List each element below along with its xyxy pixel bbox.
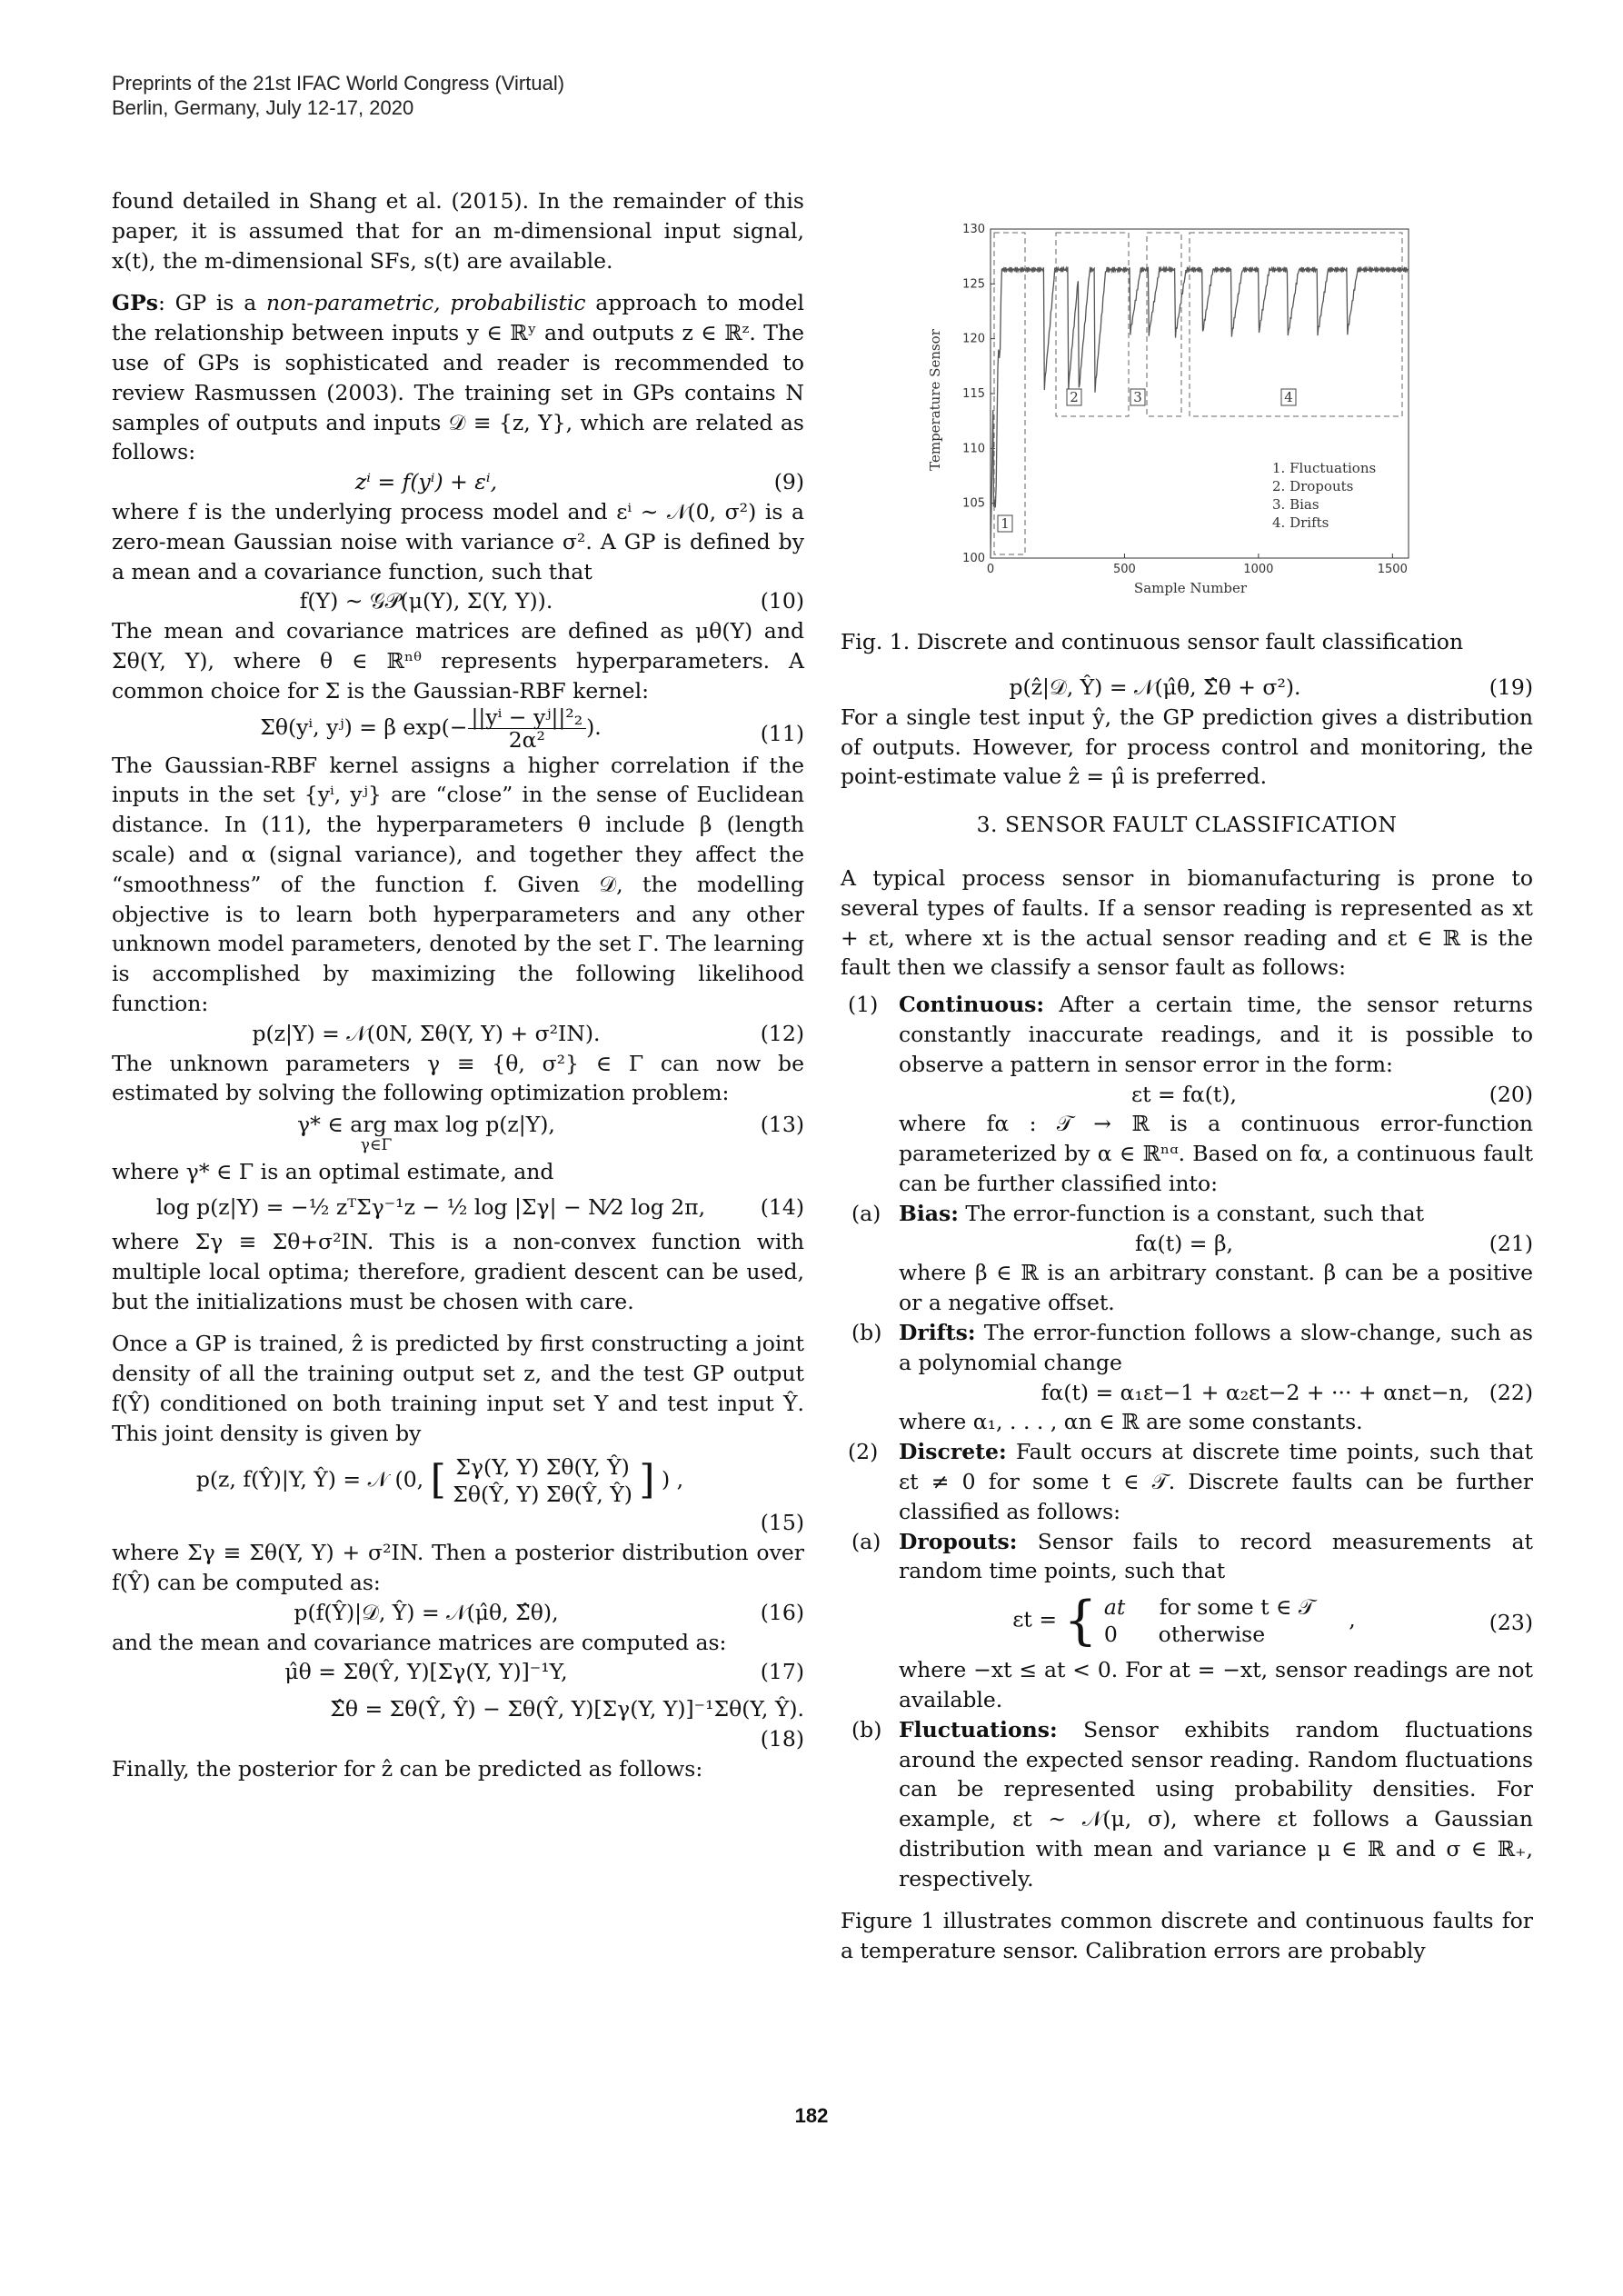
equation-13: γ* ∈ arg max log p(z|Y), (13) γ∈Γ <box>297 1112 804 1155</box>
equation-18: Σ̂θ = Σθ(Ŷ, Ŷ) − Σθ(Ŷ, Y)[Σγ(Y, Y)]⁻¹Σθ(Y, Ŷ). <box>330 1696 804 1722</box>
equation-12: p(z|Y) = 𝒩(0N, Σθ(Y, Y) + σ²IN). (12) <box>252 1020 804 1046</box>
sensor-signal-line <box>991 267 1409 558</box>
figure-caption: Fig. 1. Discrete and continuous sensor fault classification <box>841 629 1464 654</box>
equation-22: fα(t) = α₁εt−1 + α₂εt−2 + ··· + αnεt−n, (22) <box>1041 1379 1533 1405</box>
paragraph: where γ* ∈ Γ is an optimal estimate, and <box>112 1159 554 1185</box>
fault-box-1 <box>994 233 1025 554</box>
list-subitem-fluctuations: (b) Fluctuations: Sensor exhibits random fluctuations around the expected sensor reading. Random fluctuations can be represented using probability densities. For example, εt ∼ 𝒩(μ, σ), where εt follows a Gaussian distribution with mean and variance μ ∈ ℝ and σ ∈ ℝ₊, respectively. <box>851 1716 1533 1892</box>
y-tick-label: 110 <box>962 442 985 456</box>
y-tick-label: 115 <box>962 387 985 401</box>
equation-20: εt = fα(t), (20) <box>1130 1081 1533 1107</box>
list-item-discrete: (2) Discrete: Fault occurs at discrete time points, such that εt ≠ 0 for some t ∈ 𝒯. Discrete faults can be further classified as follows: (a) Dropouts: Sensor fails to record measurements at random time points, such that εt = { at for some t ∈ 𝒯 0 otherwise , (23) where −xt ≤ at < 0. For at = −xt, sensor readings are not available. (b) Fluctuations: Sensor exhibits random fluctuations around the expected sensor reading. Random fluctuations can be represented using probability densities. For example, εt ∼ 𝒩(μ, σ), where εt follows a Gaussian distribution with mean and variance μ ∈ ℝ and σ ∈ ℝ₊, respectively. <box>841 1437 1533 1893</box>
equation-10: f(Y) ∼ 𝒢𝒫(μ(Y), Σ(Y, Y)). (10) <box>299 588 804 614</box>
equation-15: p(z, f(Ŷ)|Y, Ŷ) = 𝒩 (0, [ Σγ(Y, Y) Σθ(Y, Ŷ) Σθ(Ŷ, Y) Σθ(Ŷ, Ŷ) ] ) , <box>195 1454 684 1508</box>
paragraph-gps: GPs: GP is a non-parametric, probabilistic approach to model the relationship between inputs y ∈ ℝʸ and outputs z ∈ ℝᶻ. The use of GPs is sophisticated and reader is recommended to review Rasmussen (2003). The training set in GPs contains N samples of outputs and inputs 𝒟 ≡ {z, Y}, which are related as follows: <box>112 290 804 465</box>
section-heading: 3. SENSOR FAULT CLASSIFICATION <box>976 812 1398 838</box>
page-number: 182 <box>794 2104 829 2127</box>
equation-19: p(ẑ|𝒟, Ŷ) = 𝒩(μ̂θ, Σ̂θ + σ²). (19) <box>1009 674 1533 700</box>
paragraph: where f is the underlying process model and εⁱ ∼ 𝒩(0, σ²) is a zero-mean Gaussian noise with variance σ². A GP is defined by a mean and a covariance function, such that <box>112 498 804 584</box>
left-column <box>112 186 804 1784</box>
x-tick-label: 500 <box>1113 563 1136 576</box>
box-label-4: 4 <box>1284 389 1293 405</box>
equation-11: Σθ(yⁱ, yʲ) = β exp(− $\frac{\text{||yⁱ − yʲ||²₂}}{\text{2α²}}$ ). (11) <box>260 704 804 753</box>
box-label-3: 3 <box>1133 389 1142 405</box>
figure-1-plot <box>918 218 1418 600</box>
list-subitem-dropouts: (a) Dropouts: Sensor fails to record measurements at random time points, such that εt = { at for some t ∈ 𝒯 0 otherwise , (23) where −xt ≤ at < 0. For at = −xt, sensor readings are not available. <box>851 1528 1533 1712</box>
right-column <box>841 673 1533 1966</box>
fault-box-3 <box>1147 233 1181 416</box>
paragraph: found detailed in Shang et al. (2015). In the remainder of this paper, it is assumed that for an m-dimensional input signal, x(t), the m-dimensional SFs, s(t) are available. <box>112 188 804 274</box>
gps-heading: GPs <box>112 290 158 316</box>
header-line-1: Preprints of the 21st IFAC World Congress (Virtual) <box>112 72 565 95</box>
y-tick-label: 105 <box>962 496 985 511</box>
y-tick-label: 125 <box>962 277 985 292</box>
equation-21: fα(t) = β, (21) <box>1134 1230 1533 1256</box>
legend-item-4: 4. Drifts <box>1272 514 1329 531</box>
equation-17: μ̂θ = Σθ(Ŷ, Y)[Σγ(Y, Y)]⁻¹Y, (17) <box>284 1659 804 1685</box>
paragraph: The Gaussian-RBF kernel assigns a higher correlation if the inputs in the set {yⁱ, yʲ} are “close” in the sense of Euclidean distance. In (11), the hyperparameters θ include β (length scale) and α (signal variance), and together they affect the “smoothness” of the function f. Given 𝒟, the modelling objective is to learn both hyperparameters and any other unknown model parameters, denoted by the set Γ. The learning is accomplished by maximizing the following likelihood function: <box>112 752 804 1016</box>
y-tick-label: 130 <box>962 223 985 236</box>
header-line-2: Berlin, Germany, July 12-17, 2020 <box>112 96 414 119</box>
paragraph: Finally, the posterior for ẑ can be predicted as follows: <box>112 1755 703 1782</box>
legend-item-3: 3. Bias <box>1272 496 1319 513</box>
box-label-2: 2 <box>1070 389 1079 405</box>
equation-14: log p(z|Y) = −½ zᵀΣγ⁻¹z − ½ log |Σγ| − N⁄2 log 2π, (14) <box>155 1193 804 1220</box>
y-tick-label: 120 <box>962 332 985 346</box>
paragraph: where Σγ ≡ Σθ+σ²IN. This is a non-convex function with multiple local optima; therefore, gradient descent can be used, but the initializations must be chosen with care. <box>112 1228 804 1314</box>
paragraph: Once a GP is trained, ẑ is predicted by first constructing a joint density of all the training output set z, and the test GP output f(Ŷ) conditioned on both training input set Y and test input Ŷ. This joint density is given by <box>112 1331 804 1446</box>
list-subitem-drifts: (b) Drifts: The error-function follows a slow-change, such as a polynomial change fα(t) = α₁εt−1 + α₂εt−2 + ··· + αnεt−n, (22) where α₁, . . . , αn ∈ ℝ are some constants. <box>851 1319 1533 1435</box>
list-subitem-bias: (a) Bias: The error-function is a constant, such that fα(t) = β, (21) where β ∈ ℝ is an arbitrary constant. β can be a positive or a negative offset. <box>851 1200 1533 1316</box>
x-tick-label: 0 <box>986 563 995 576</box>
paragraph: A typical process sensor in biomanufacturing is prone to several types of faults. If a sensor reading is represented as xt + εt, where xt is the actual sensor reading and εt ∈ ℝ is the fault then we classify a sensor fault as follows: <box>841 864 1533 981</box>
y-axis-label: Temperature Sensor <box>927 329 943 471</box>
equation-18-number: (18) <box>760 1726 804 1752</box>
x-tick-label: 1000 <box>1243 563 1274 576</box>
x-tick-label: 1500 <box>1377 563 1408 576</box>
equation-16: p(f(Ŷ)|𝒟, Ŷ) = 𝒩(μ̂θ, Σ̂θ), (16) <box>294 1599 804 1625</box>
page-header <box>112 71 564 120</box>
legend-item-1: 1. Fluctuations <box>1272 460 1377 476</box>
paragraph: where Σγ ≡ Σθ(Y, Y) + σ²IN. Then a posterior distribution over f(Ŷ) can be computed as: <box>112 1540 804 1596</box>
paragraph: The mean and covariance matrices are defined as μθ(Y) and Σθ(Y, Y), where θ ∈ ℝⁿᶿ represents hyperparameters. A common choice for Σ is the Gaussian-RBF kernel: <box>112 618 804 704</box>
equation-23: εt = { at for some t ∈ 𝒯 0 otherwise , (23) <box>1012 1589 1533 1652</box>
paragraph: Figure 1 illustrates common discrete and continuous faults for a temperature sensor. Calibration errors are probably <box>841 1908 1533 1964</box>
equation-9: zⁱ = f(yⁱ) + εⁱ, (9) <box>354 469 804 495</box>
equation-15-number: (15) <box>760 1510 804 1536</box>
paragraph: and the mean and covariance matrices are computed as: <box>112 1629 727 1655</box>
list-item-continuous: (1) Continuous: After a certain time, the sensor returns constantly inaccurate readings, and it is possible to observe a pattern in sensor error in the form: εt = fα(t), (20) where fα : 𝒯 → ℝ is a continuous error-function parameterized by α ∈ ℝⁿᵅ. Based on fα, a continuous fault can be further classified into: (a) Bias: The error-function is a constant, such that fα(t) = β, (21) where β ∈ ℝ is an arbitrary constant. β can be a positive or a negative offset. (b) Drifts: The error-function follows a slow-change, such as a polynomial change fα(t) = α₁εt−1 + α₂εt−2 + ··· + αnεt−n, (22) where α₁, . . . , αn ∈ ℝ are some constants. <box>841 990 1533 1437</box>
paragraph: For a single test input ŷ, the GP prediction gives a distribution of outputs. However, for process control and monitoring, the point-estimate value ẑ = μ̂ is preferred. <box>841 704 1533 790</box>
paragraph: The unknown parameters γ ≡ {θ, σ²} ∈ Γ can now be estimated by solving the following optimization problem: <box>112 1050 804 1106</box>
y-tick-label: 100 <box>962 552 985 565</box>
legend-item-2: 2. Dropouts <box>1272 478 1354 494</box>
box-label-1: 1 <box>1001 515 1010 532</box>
x-axis-label: Sample Number <box>1133 580 1248 596</box>
plot-frame <box>991 229 1409 558</box>
